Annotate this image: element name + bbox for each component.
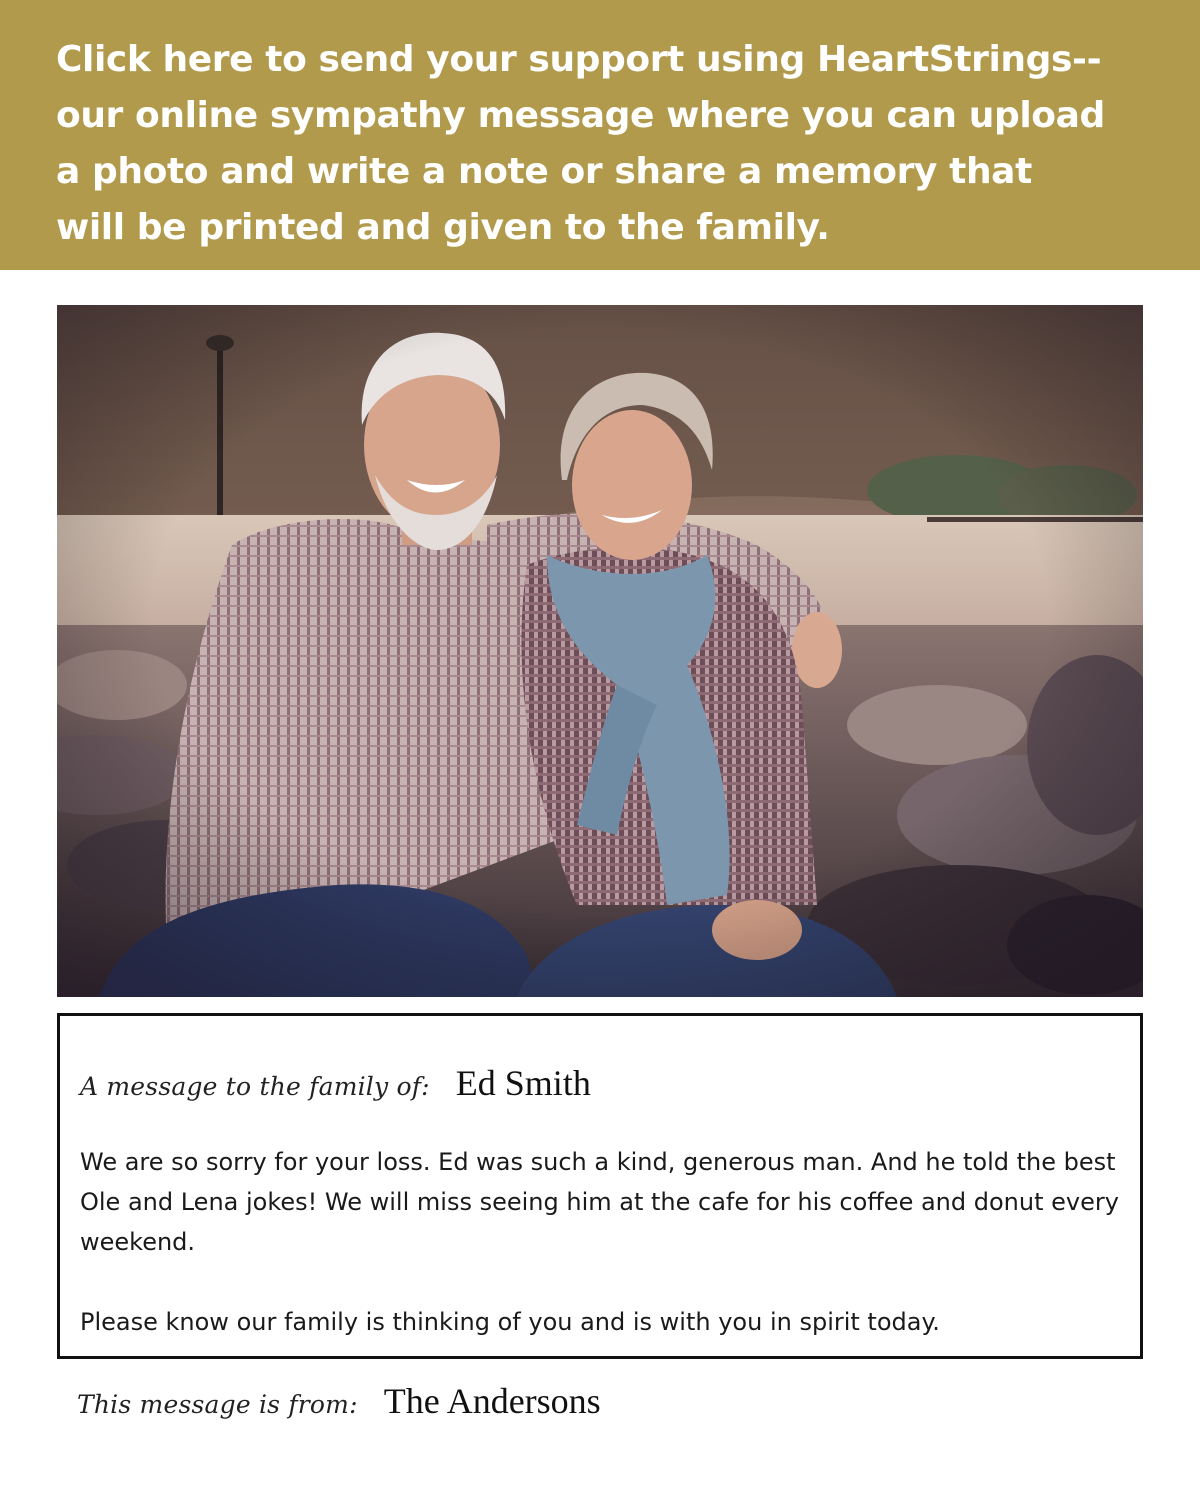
sender-name: The Andersons: [383, 1381, 601, 1421]
message-header: [80, 1062, 591, 1104]
message-body: [80, 1142, 1125, 1342]
recipient-name: Ed Smith: [455, 1063, 591, 1103]
message-to-label: A message to the family of:: [80, 1072, 430, 1101]
message-paragraph: Please know our family is thinking of you and is with you in spirit today.: [80, 1308, 940, 1336]
from-line: [77, 1380, 601, 1422]
heartstrings-banner-link[interactable]: [0, 0, 1200, 270]
message-card: [57, 1013, 1143, 1359]
message-paragraph: We are so sorry for your loss. Ed was such a kind, generous man. And he told the best Ole and Lena jokes! We will miss seeing him at the cafe for his coffee and donut every weekend.: [80, 1148, 1119, 1256]
memorial-photo: [57, 305, 1143, 997]
from-label: This message is from:: [77, 1390, 358, 1419]
banner-text[interactable]: Click here to send your support using HeartStrings-- our online sympathy message where you can upload a photo and write a note or share a memory that will be printed and given to the family.: [56, 39, 1105, 248]
